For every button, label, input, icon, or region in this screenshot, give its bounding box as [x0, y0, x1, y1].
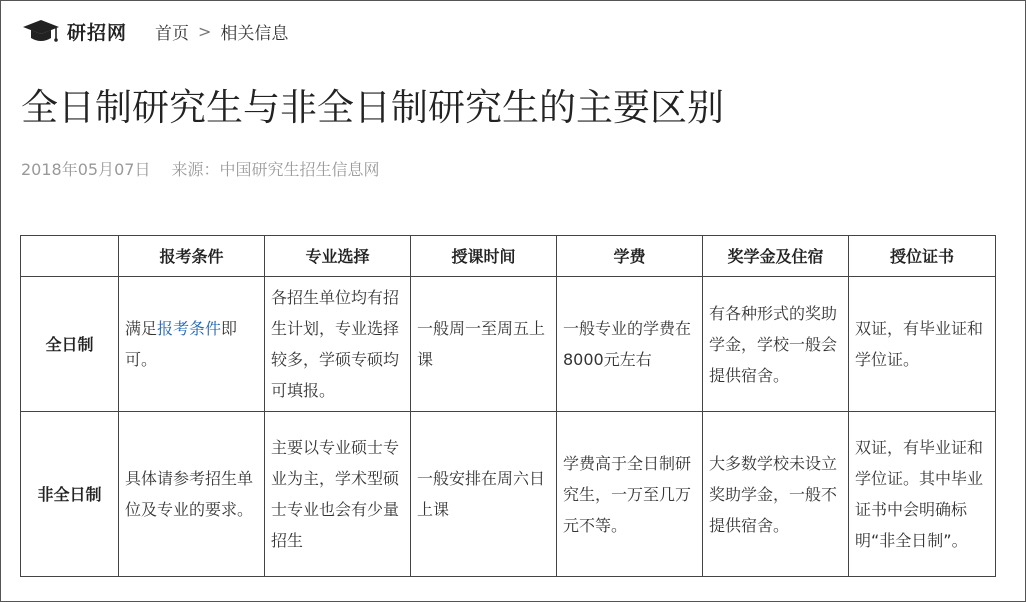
top-bar: [21, 15, 288, 47]
breadcrumb-home[interactable]: 首页: [155, 23, 190, 44]
row-label: 全日制: [21, 277, 119, 412]
comparison-table: [20, 235, 996, 577]
breadcrumb-current[interactable]: 相关信息: [220, 23, 289, 44]
row-label: 非全日制: [21, 412, 119, 577]
table-header: 学费: [557, 236, 703, 277]
table-cell: 一般专业的学费在8000元左右: [557, 277, 703, 412]
table-cell: 学费高于全日制研究生，一万至几万元不等。: [557, 412, 703, 577]
table-row: [21, 277, 996, 412]
logo-text: 研招网: [67, 21, 128, 44]
requirement-text: 满足: [125, 319, 158, 338]
table-header: 奖学金及住宿: [703, 236, 849, 277]
table-cell: 主要以专业硕士专业为主，学术型硕士专业也会有少量招生: [265, 412, 411, 577]
breadcrumb: [155, 19, 288, 44]
table-header: 专业选择: [265, 236, 411, 277]
table-cell: 双证，有毕业证和学位证。: [849, 277, 996, 412]
table-header: 授位证书: [849, 236, 996, 277]
publish-date: 2018年05月07日: [21, 160, 151, 179]
table-cell: 大多数学校未设立奖助学金，一般不提供宿舍。: [703, 412, 849, 577]
requirement-link[interactable]: 报考条件: [157, 319, 222, 338]
article-title: 全日制研究生与非全日制研究生的主要区别: [21, 86, 724, 129]
table-cell: 双证，有毕业证和学位证。其中毕业证书中会明确标明“非全日制”。: [849, 412, 996, 577]
table-cell: 有各种形式的奖助学金，学校一般会提供宿舍。: [703, 277, 849, 412]
table-cell: 各招生单位均有招生计划，专业选择较多，学硕专硕均可填报。: [265, 277, 411, 412]
breadcrumb-separator: >: [198, 21, 212, 41]
table-cell-requirement: [119, 277, 265, 412]
table-header: 报考条件: [119, 236, 265, 277]
table-cell: 一般安排在周六日上课: [411, 412, 557, 577]
table-row: [21, 412, 996, 577]
table-cell: 具体请参考招生单位及专业的要求。: [119, 412, 265, 577]
table-header-row: [21, 236, 996, 277]
table-cell: 一般周一至周五上课: [411, 277, 557, 412]
article-meta: [21, 157, 380, 180]
graduation-cap-icon: [21, 17, 61, 45]
article-source: 来源：中国研究生招生信息网: [171, 160, 380, 179]
table-header-blank: [21, 236, 119, 277]
site-logo[interactable]: [21, 17, 127, 45]
table-header: 授课时间: [411, 236, 557, 277]
requirement-text: 即可。: [125, 319, 238, 369]
